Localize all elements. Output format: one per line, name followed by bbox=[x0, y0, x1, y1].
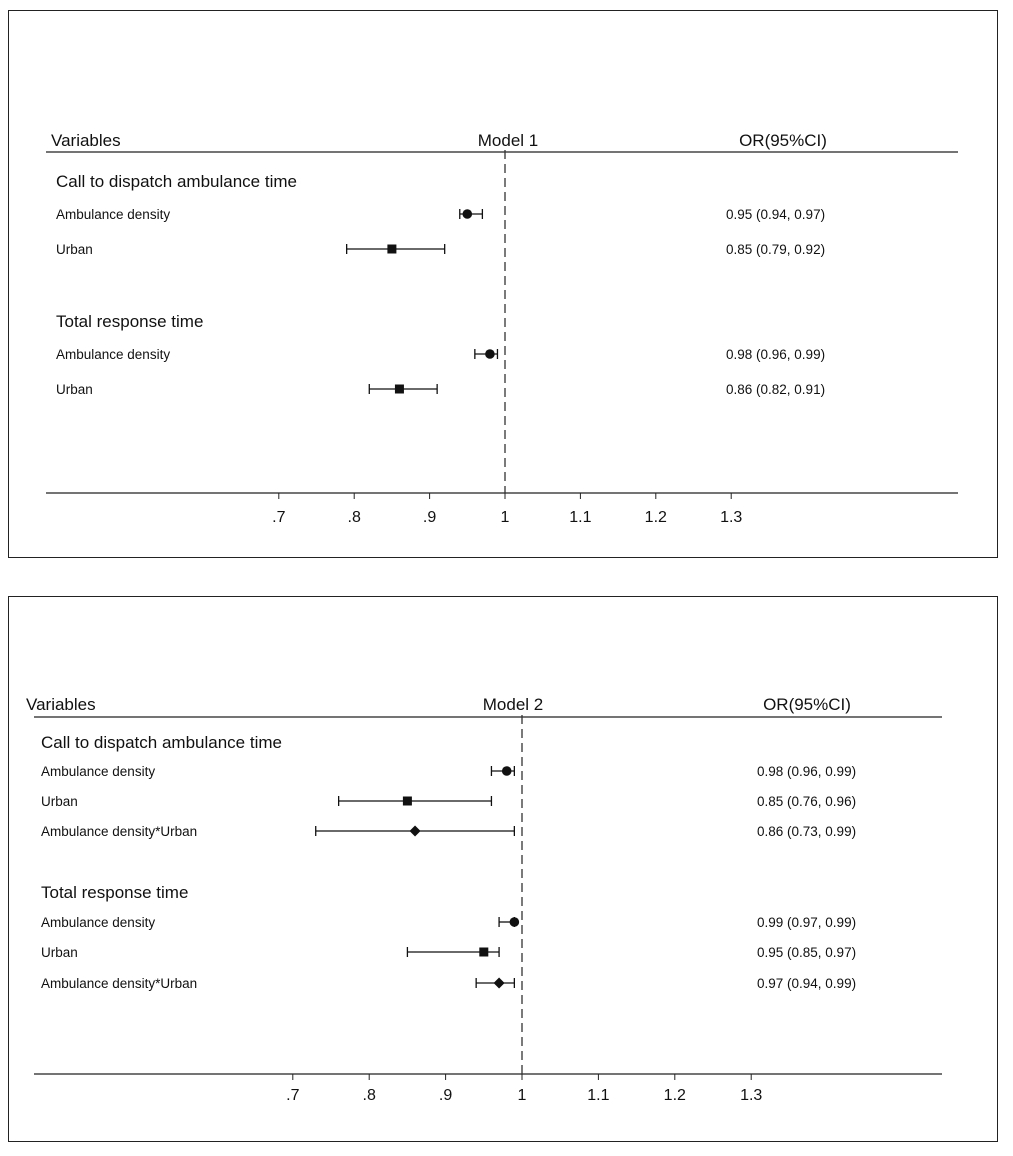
x-tick-label: .7 bbox=[286, 1087, 300, 1104]
row-label: Ambulance density bbox=[56, 207, 171, 222]
point-circle bbox=[510, 917, 520, 927]
x-tick-label: .8 bbox=[347, 509, 361, 526]
or-ci-text: 0.99 (0.97, 0.99) bbox=[757, 915, 857, 930]
or-ci-text: 0.85 (0.76, 0.96) bbox=[757, 794, 857, 809]
point-square bbox=[387, 245, 396, 254]
x-tick-label: 1 bbox=[517, 1087, 527, 1104]
row-label: Ambulance density bbox=[41, 764, 156, 779]
group-label: Total response time bbox=[56, 312, 204, 331]
x-tick-label: .9 bbox=[438, 1087, 453, 1104]
x-tick-label: 1.1 bbox=[587, 1087, 610, 1104]
row-label: Ambulance density bbox=[56, 347, 171, 362]
group-label: Call to dispatch ambulance time bbox=[41, 733, 282, 752]
point-circle bbox=[463, 209, 473, 219]
or-ci-text: 0.97 (0.94, 0.99) bbox=[757, 976, 857, 991]
header-or-ci: OR(95%CI) bbox=[739, 131, 827, 150]
x-tick-label: 1.3 bbox=[720, 509, 743, 526]
x-tick-label: 1.2 bbox=[663, 1087, 686, 1104]
header-model: Model 1 bbox=[477, 131, 539, 150]
x-tick-label: 1.2 bbox=[644, 509, 667, 526]
row-label: Urban bbox=[56, 242, 93, 257]
point-diamond bbox=[494, 978, 505, 989]
row-label: Urban bbox=[56, 382, 93, 397]
point-diamond bbox=[410, 826, 421, 837]
row-label: Urban bbox=[41, 794, 78, 809]
or-ci-text: 0.86 (0.82, 0.91) bbox=[726, 382, 826, 397]
header-variables: Variables bbox=[51, 131, 121, 150]
or-ci-text: 0.98 (0.96, 0.99) bbox=[726, 347, 826, 362]
or-ci-text: 0.86 (0.73, 0.99) bbox=[757, 824, 857, 839]
x-tick-label: .7 bbox=[272, 509, 286, 526]
or-ci-text: 0.95 (0.85, 0.97) bbox=[757, 945, 857, 960]
row-label: Ambulance density*Urban bbox=[41, 824, 198, 839]
header-model: Model 2 bbox=[482, 695, 544, 714]
x-tick-label: .8 bbox=[362, 1087, 376, 1104]
point-square bbox=[479, 948, 488, 957]
x-tick-label: 1.3 bbox=[740, 1087, 763, 1104]
point-circle bbox=[502, 766, 512, 776]
header-or-ci: OR(95%CI) bbox=[763, 695, 851, 714]
or-ci-text: 0.95 (0.94, 0.97) bbox=[726, 207, 826, 222]
x-tick-label: 1.1 bbox=[569, 509, 592, 526]
or-ci-text: 0.85 (0.79, 0.92) bbox=[726, 242, 826, 257]
group-label: Total response time bbox=[41, 883, 189, 902]
point-square bbox=[395, 385, 404, 394]
x-tick-label: .9 bbox=[422, 509, 437, 526]
x-tick-label: 1 bbox=[500, 509, 510, 526]
point-circle bbox=[485, 349, 495, 359]
group-label: Call to dispatch ambulance time bbox=[56, 172, 297, 191]
or-ci-text: 0.98 (0.96, 0.99) bbox=[757, 764, 857, 779]
row-label: Ambulance density*Urban bbox=[41, 976, 198, 991]
point-square bbox=[403, 797, 412, 806]
header-variables: Variables bbox=[26, 695, 96, 714]
row-label: Ambulance density bbox=[41, 915, 156, 930]
row-label: Urban bbox=[41, 945, 78, 960]
